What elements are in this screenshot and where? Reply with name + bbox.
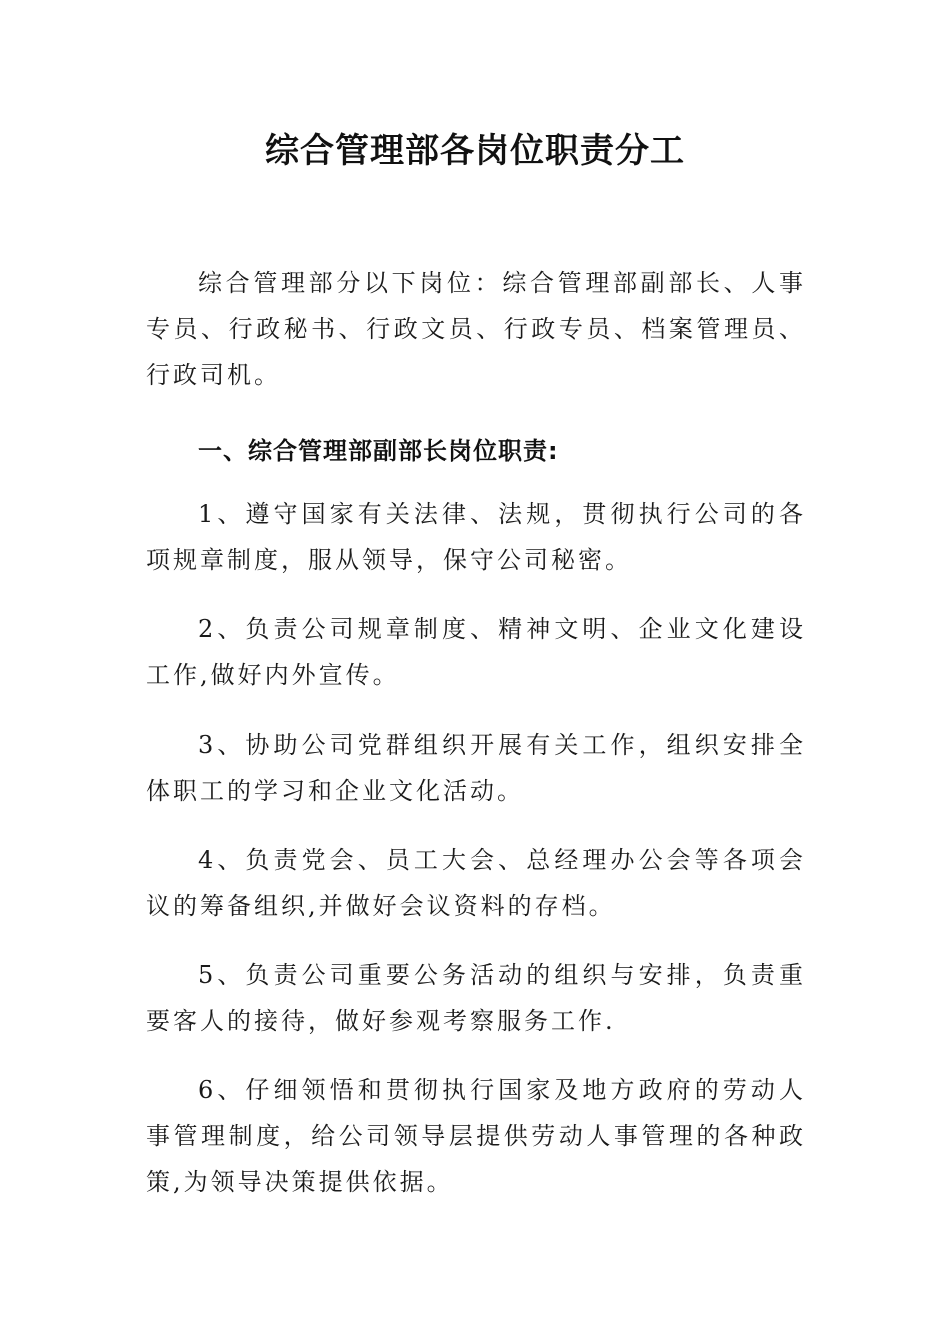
duty-item-3: 3、协助公司党群组织开展有关工作，组织安排全体职工的学习和企业文化活动。 xyxy=(146,731,806,805)
duty-item-5: 5、负责公司重要公务活动的组织与安排，负责重要客人的接待，做好参观考察服务工作. xyxy=(146,961,806,1035)
document-title: 综合管理部各岗位职责分工 xyxy=(265,131,685,171)
section-heading: 一、综合管理部副部长岗位职责: xyxy=(198,437,559,465)
duty-item-4: 4、负责党会、员工大会、总经理办公会等各项会议的筹备组织,并做好会议资料的存档。 xyxy=(146,846,806,920)
duty-item-6: 6、仔细领悟和贯彻执行国家及地方政府的劳动人事管理制度，给公司领导层提供劳动人事管理的各种政策,为领导决策提供依据。 xyxy=(146,1076,806,1196)
duty-item-2: 2、负责公司规章制度、精神文明、企业文化建设工作,做好内外宣传。 xyxy=(146,615,806,689)
duty-item-1: 1、遵守国家有关法律、法规，贯彻执行公司的各项规章制度，服从领导，保守公司秘密。 xyxy=(146,500,806,574)
intro-paragraph: 综合管理部分以下岗位：综合管理部副部长、人事专员、行政秘书、行政文员、行政专员、档案管理员、行政司机。 xyxy=(146,269,806,389)
